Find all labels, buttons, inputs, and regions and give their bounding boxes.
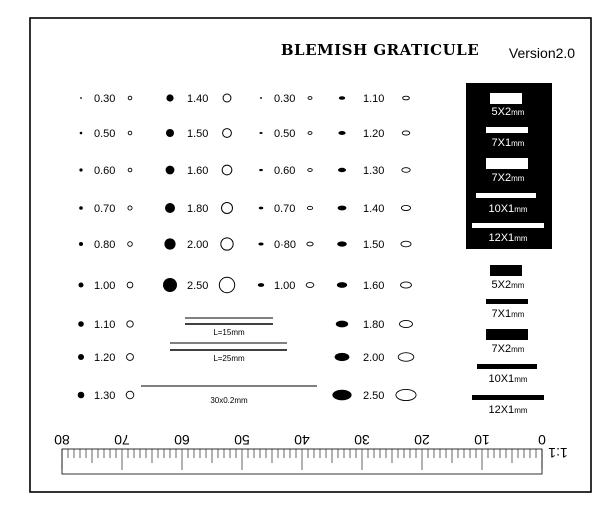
filled-oval-spot — [337, 282, 347, 288]
filled-oval-spot — [339, 96, 345, 100]
rect-label: 10X1mm — [488, 373, 528, 385]
spot-label: 1.20 — [363, 128, 385, 140]
rect-label: 5X2mm — [491, 106, 525, 118]
spot-label: 2.50 — [187, 280, 209, 292]
filled-spot — [79, 242, 83, 246]
spot-label: 0.30 — [94, 93, 116, 105]
spot-label: 1.00 — [94, 280, 116, 292]
rect-label: 7X2mm — [491, 343, 525, 355]
ruler-label: 10 — [474, 432, 490, 448]
spot-label: 2.00 — [187, 239, 209, 251]
inverted-rect-mark — [486, 158, 528, 169]
inverted-rect-mark — [476, 193, 536, 198]
filled-spot — [78, 321, 84, 327]
rect-mark — [490, 265, 522, 276]
spot-label: 1.60 — [363, 280, 385, 292]
spot-label: 1.10 — [94, 319, 116, 331]
filled-spot — [79, 168, 82, 171]
inverted-rect-mark — [472, 223, 544, 228]
spot-label: 0.70 — [274, 203, 296, 215]
spot-label: 0.30 — [274, 93, 296, 105]
ruler-label: 20 — [414, 432, 430, 448]
filled-oval-spot — [338, 206, 347, 211]
line-gauge-l15-label: L=15mm — [213, 328, 245, 337]
ruler-label: 50 — [234, 432, 250, 448]
filled-spot — [166, 94, 173, 101]
filled-oval-spot — [338, 168, 346, 172]
spot-label: 1.50 — [363, 239, 385, 251]
spot-label: 1.60 — [187, 165, 209, 177]
ruler-label: 0 — [538, 432, 546, 448]
line-gauge-l25-label: L=25mm — [213, 354, 245, 363]
filled-spot — [80, 132, 83, 135]
filled-spot — [79, 206, 83, 210]
rect-label: 12X1mm — [488, 404, 528, 416]
spot-label: 1.10 — [363, 93, 385, 105]
filled-spot — [164, 238, 175, 249]
filled-oval-spot — [335, 353, 350, 361]
filled-oval-spot — [259, 207, 263, 210]
spot-label: 1.80 — [363, 319, 385, 331]
version-label: Version2.0 — [508, 45, 576, 61]
filled-spot — [163, 278, 177, 292]
rect-label: 7X2mm — [491, 172, 525, 184]
spot-label: 1.40 — [187, 93, 209, 105]
graticule-title: BLEMISH GRATICULE — [280, 41, 480, 59]
filled-oval-spot — [258, 242, 263, 245]
scale-label: 1:1 — [548, 445, 568, 461]
rect-label: 7X1mm — [491, 308, 525, 320]
spot-label: 0.50 — [94, 128, 116, 140]
rect-mark — [486, 299, 528, 304]
rect-mark — [472, 395, 544, 400]
rect-mark — [477, 364, 537, 369]
spot-label: 0.80 — [94, 239, 116, 251]
spot-label: 1.30 — [94, 390, 116, 402]
ruler-label: 40 — [294, 432, 310, 448]
filled-spot — [165, 203, 175, 213]
filled-spot — [166, 129, 174, 137]
filled-spot — [78, 354, 84, 360]
ruler-label: 80 — [54, 432, 70, 448]
filled-spot — [79, 283, 84, 288]
line-gauge-30x02-label: 30x0.2mm — [210, 396, 248, 405]
spot-label: 0.60 — [94, 165, 116, 177]
spot-label: 1.40 — [363, 203, 385, 215]
filled-oval-spot — [336, 321, 348, 328]
spot-label: 1.80 — [187, 203, 209, 215]
filled-oval-spot — [260, 97, 262, 98]
spot-label: 0.60 — [274, 165, 296, 177]
rect-label: 5X2mm — [491, 279, 525, 291]
spot-label: 2.00 — [363, 352, 385, 364]
filled-oval-spot — [338, 131, 345, 135]
spot-label: 0.70 — [94, 203, 116, 215]
rect-label: 12X1mm — [488, 232, 528, 244]
spot-label: 0.50 — [274, 128, 296, 140]
spot-label: 1.20 — [94, 352, 116, 364]
filled-oval-spot — [258, 283, 264, 287]
filled-oval-spot — [259, 169, 263, 171]
spot-label: 1.30 — [363, 165, 385, 177]
filled-spot — [78, 392, 85, 399]
filled-oval-spot — [259, 132, 262, 134]
rect-label: 10X1mm — [488, 203, 528, 215]
filled-oval-spot — [337, 241, 347, 246]
filled-oval-spot — [332, 390, 351, 401]
spot-label: 2.50 — [363, 390, 385, 402]
ruler-label: 30 — [354, 432, 370, 448]
spot-label: 1.50 — [187, 128, 209, 140]
rect-label: 7X1mm — [491, 137, 525, 149]
ruler-label: 60 — [174, 432, 190, 448]
ruler-label: 70 — [114, 432, 130, 448]
inverted-rect-mark — [490, 93, 522, 104]
filled-spot — [166, 166, 175, 175]
inverted-rect-mark — [486, 127, 528, 133]
rect-mark — [486, 329, 528, 340]
spot-label: 1.00 — [274, 280, 296, 292]
filled-spot — [80, 97, 82, 99]
spot-label: 0·80 — [274, 239, 297, 251]
